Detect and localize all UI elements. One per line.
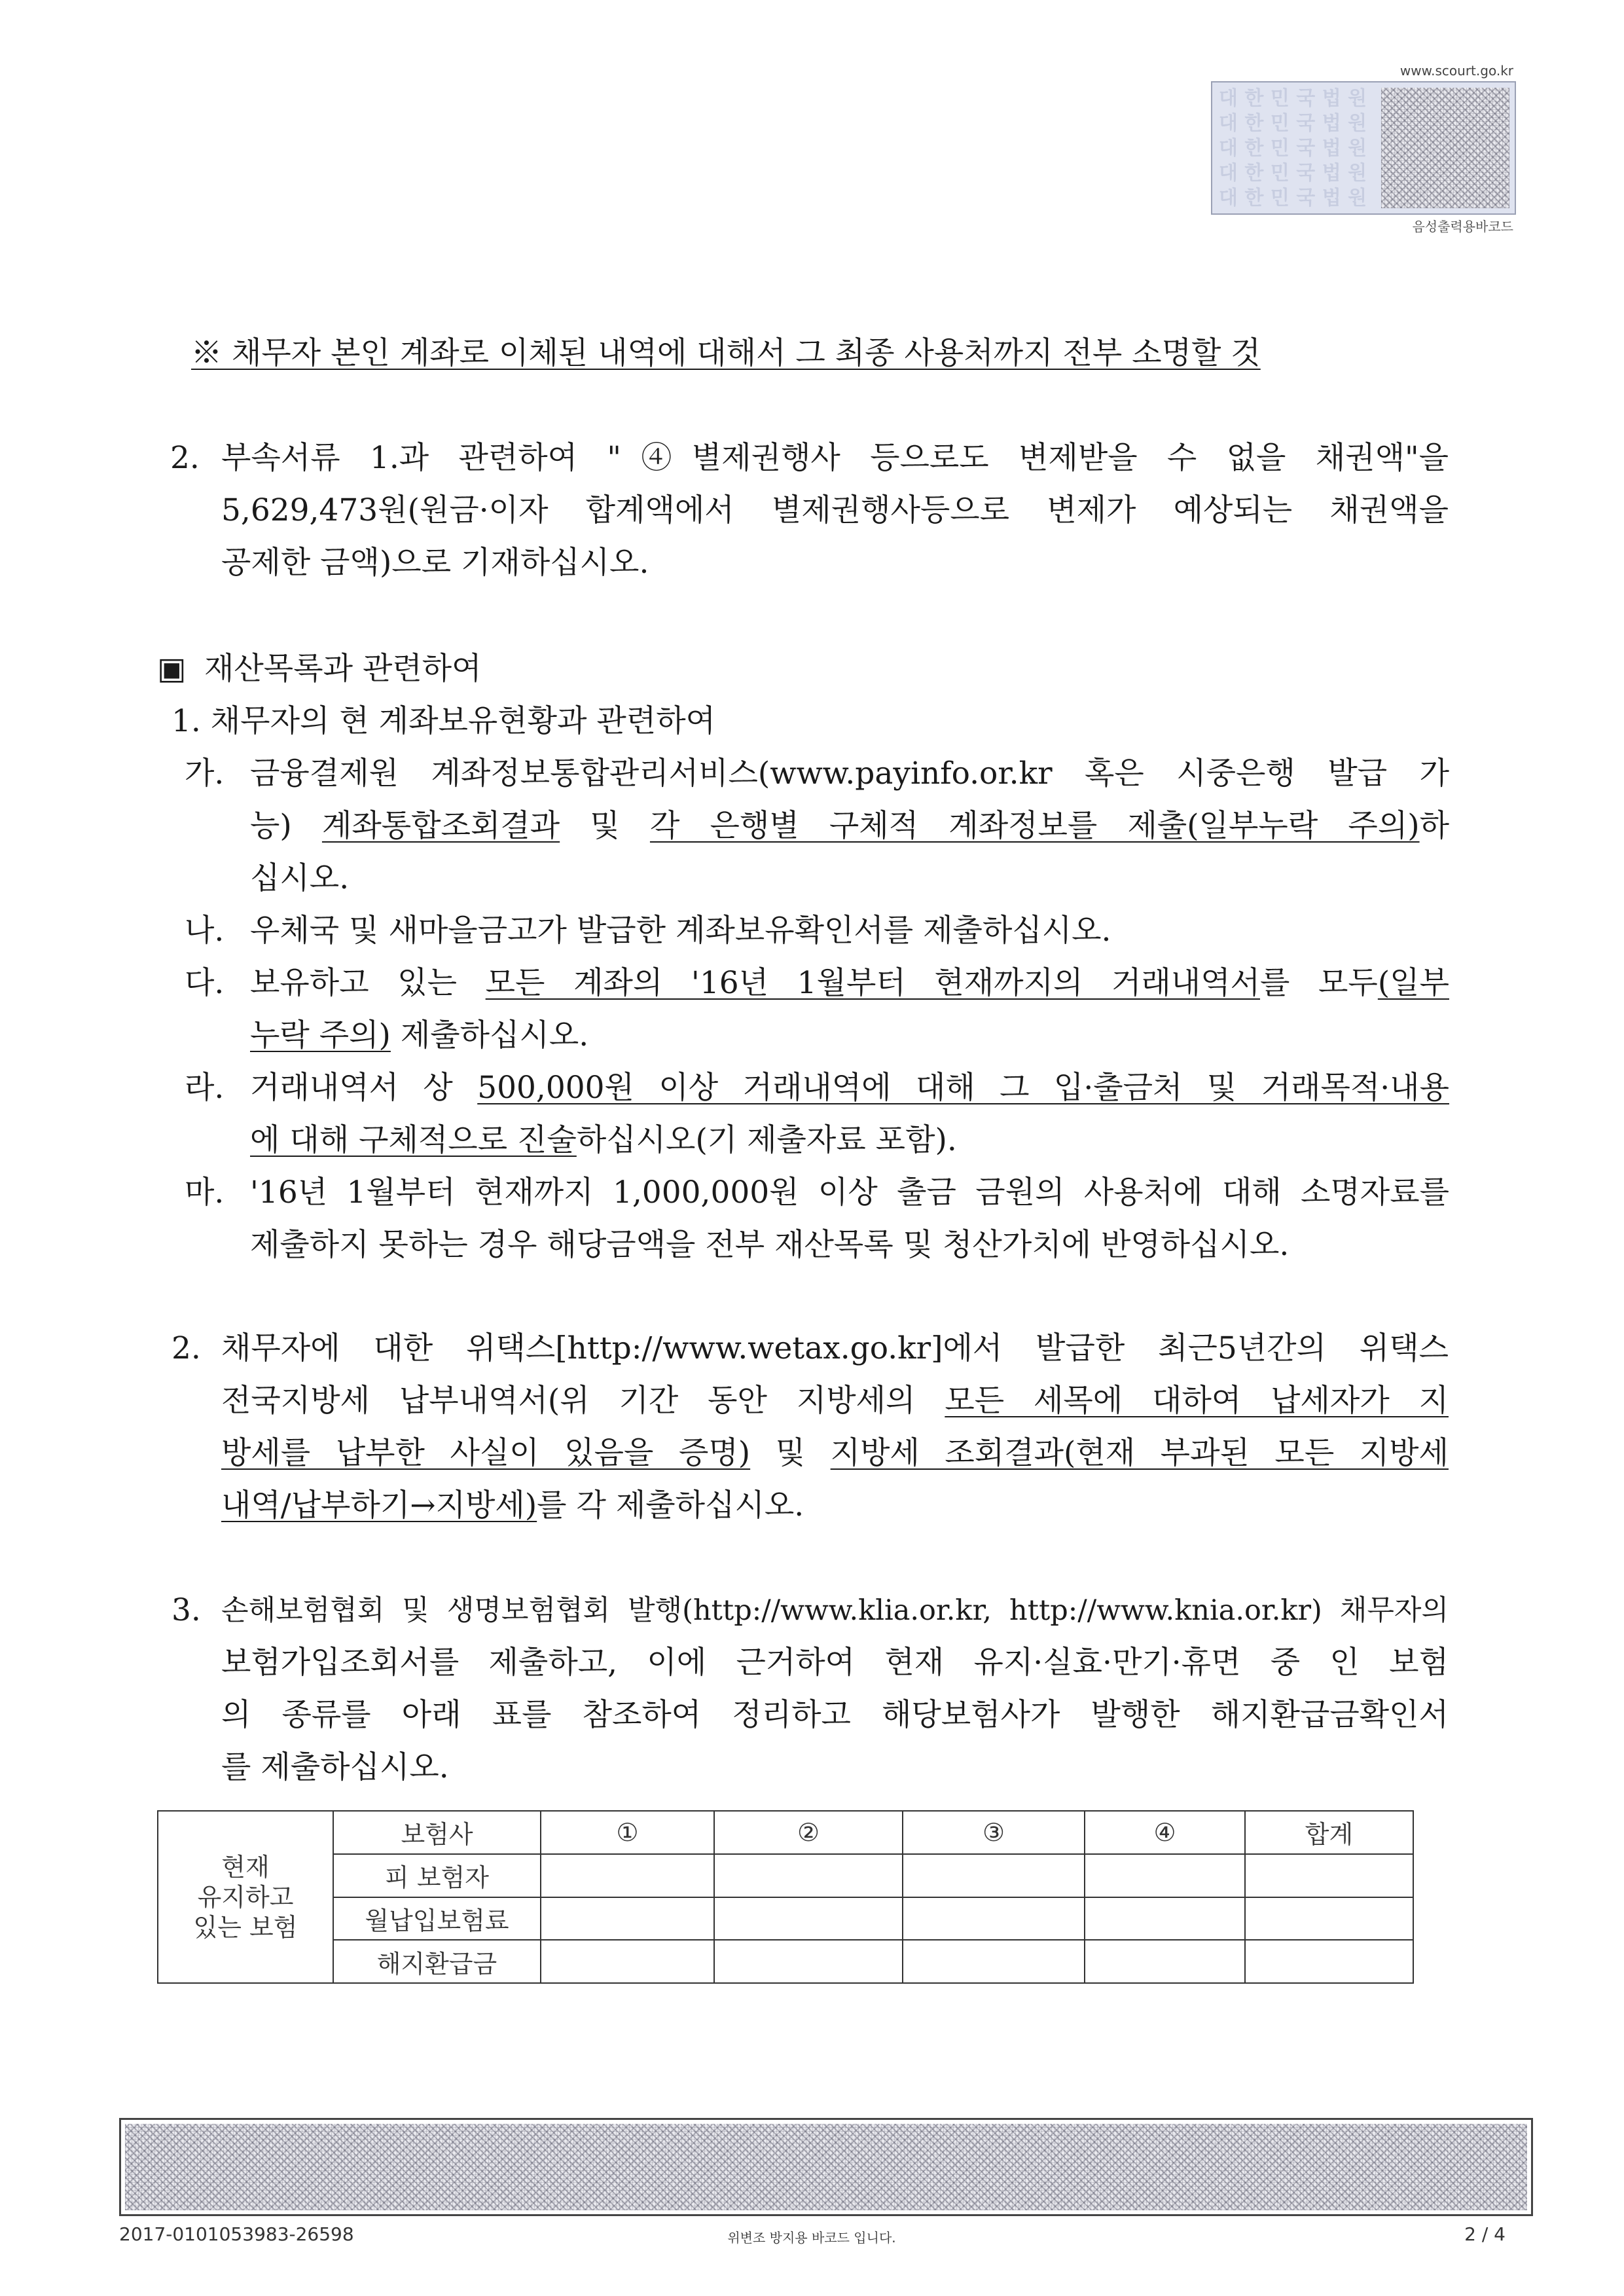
s2-line-3 bbox=[221, 1434, 1449, 1473]
table-cell[interactable] bbox=[1085, 1854, 1245, 1897]
da-l1-underline-1: 모든 계좌의 '16년 1월부터 현재까지의 거래내역서 bbox=[485, 965, 1261, 1001]
row-label-cell: 해지환급금 bbox=[333, 1940, 541, 1983]
header-cell: ① bbox=[541, 1811, 714, 1854]
s2-number: 2. bbox=[171, 1330, 201, 1366]
item-na-label: 나. bbox=[185, 913, 225, 949]
table-cell[interactable] bbox=[714, 1854, 903, 1897]
table-cell[interactable] bbox=[541, 1940, 714, 1983]
da-l1-a: 보유하고 있는 bbox=[250, 965, 458, 1001]
subsection-1-title: 1. 채무자의 현 계좌보유현황과 관련하여 bbox=[171, 703, 716, 739]
ghost-line: 대 한 민 국 법 원 bbox=[1219, 87, 1367, 110]
s2-line-1: 채무자에 대한 위택스[http://www.wetax.go.kr]에서 발급한 최근5년간의 위택스 bbox=[221, 1330, 1449, 1366]
group-label-line: 현재 bbox=[221, 1852, 270, 1882]
barcode-ghost-text bbox=[1219, 86, 1373, 211]
s2-l2-a: 전국지방세 납부내역서(위 기간 동안 지방세의 bbox=[221, 1383, 916, 1419]
s2-line-4 bbox=[221, 1486, 804, 1525]
table-row bbox=[158, 1897, 1413, 1941]
item-da-label: 다. bbox=[185, 965, 225, 1001]
notice bbox=[191, 334, 1261, 373]
s2-l3-underline-1: 방세를 납부한 사실이 있음을 증명) bbox=[221, 1435, 751, 1471]
ga-l2-underline-1: 계좌통합조회결과 bbox=[321, 808, 560, 844]
barcode-caption: 음성출력용바코드 bbox=[1412, 219, 1513, 234]
ghost-line: 대 한 민 국 법 원 bbox=[1219, 112, 1367, 135]
table-cell[interactable] bbox=[903, 1897, 1085, 1941]
group-label-cell bbox=[158, 1811, 333, 1983]
group-label-line: 유지하고 bbox=[197, 1882, 294, 1912]
item-ga-line-3: 십시오. bbox=[250, 860, 350, 896]
item-ma-line-1: '16년 1월부터 현재까지 1,000,000원 이상 출금 금원의 사용처에 대해 소명자료를 bbox=[250, 1175, 1449, 1211]
table-cell[interactable] bbox=[714, 1897, 903, 1941]
table-cell[interactable] bbox=[541, 1854, 714, 1897]
da-l2-b: 제출하십시오. bbox=[400, 1017, 589, 1053]
s3-number: 3. bbox=[171, 1592, 201, 1628]
table-cell[interactable] bbox=[714, 1940, 903, 1983]
table-cell[interactable] bbox=[903, 1854, 1085, 1897]
anti-forgery-barcode bbox=[119, 2118, 1533, 2216]
item2-line-1: 부속서류 1.과 관련하여 "④별제권행사 등으로도 변제받을 수 없을 채권액"을 bbox=[221, 440, 1449, 476]
item2-line-3: 공제한 금액)으로 기재하십시오. bbox=[221, 545, 649, 581]
table-row bbox=[158, 1940, 1413, 1983]
s3-line-2: 보험가입조회서를 제출하고, 이에 근거하여 현재 유지·실효·만기·휴면 중 인 보험 bbox=[221, 1645, 1449, 1681]
item-da-line-1 bbox=[250, 964, 1449, 1003]
item-ga-line-1: 금융결제원 계좌정보통합관리서비스(www.payinfo.or.kr 혹은 시중은행 발급 가 bbox=[250, 756, 1449, 792]
s2-l4-underline: 내역/납부하기→지방세) bbox=[221, 1487, 537, 1523]
audio-barcode bbox=[1211, 81, 1516, 215]
header-cell: ② bbox=[714, 1811, 903, 1854]
table-header-row bbox=[158, 1811, 1413, 1854]
item-ga-line-2 bbox=[250, 807, 1449, 846]
row-label-cell: 월납입보험료 bbox=[333, 1897, 541, 1941]
ga-l2-a: 능) bbox=[250, 808, 292, 844]
s2-l3-underline-2: 지방세 조회결과(현재 부과된 모든 지방세 bbox=[830, 1435, 1449, 1471]
header-cell: 합계 bbox=[1245, 1811, 1413, 1854]
s3-line-1: 손해보험협회 및 생명보험협회 발행(http://www.klia.or.kr, http://www.knia.or.kr) 채무자의 bbox=[221, 1594, 1449, 1627]
da-l2-underline: 누락 주의) bbox=[250, 1017, 391, 1053]
item-ra-line-2 bbox=[250, 1121, 957, 1160]
s2-l2-underline: 모든 세목에 대하여 납세자가 지 bbox=[945, 1383, 1449, 1419]
item2-line-2: 5,629,473원(원금·이자 합계액에서 별제권행사등으로 변제가 예상되는 채권액을 bbox=[221, 492, 1449, 528]
ga-l2-c: 하 bbox=[1419, 808, 1449, 844]
ghost-line: 대 한 민 국 법 원 bbox=[1219, 187, 1367, 210]
ghost-line: 대 한 민 국 법 원 bbox=[1219, 162, 1367, 185]
ra-l2-underline: 에 대해 구체적으로 진술 bbox=[250, 1122, 577, 1158]
ga-l2-b: 및 bbox=[590, 808, 620, 844]
document-id: 2017-0101053983-26598 bbox=[119, 2223, 354, 2245]
ghost-line: 대 한 민 국 법 원 bbox=[1219, 137, 1367, 160]
section-title: 재산목록과 관련하여 bbox=[204, 651, 482, 687]
barcode-notice: 위변조 방지용 바코드 입니다. bbox=[727, 2230, 896, 2246]
group-label-line: 있는 보험 bbox=[193, 1912, 298, 1942]
row-label-cell: 피 보험자 bbox=[333, 1854, 541, 1897]
item-da-line-2 bbox=[250, 1016, 588, 1055]
ra-l1-a: 거래내역서 상 bbox=[250, 1070, 453, 1106]
s3-line-3: 의 종류를 아래 표를 참조하여 정리하고 해당보험사가 발행한 해지환급금확인서 bbox=[221, 1697, 1449, 1733]
table-cell[interactable] bbox=[1085, 1897, 1245, 1941]
header-cell: 보험사 bbox=[333, 1811, 541, 1854]
table-cell[interactable] bbox=[1245, 1854, 1413, 1897]
barcode-pattern bbox=[1381, 88, 1509, 208]
item-ga-label: 가. bbox=[185, 756, 225, 792]
table-cell[interactable] bbox=[1245, 1940, 1413, 1983]
ra-l2-b: 하십시오(기 제출자료 포함). bbox=[576, 1122, 957, 1158]
item2-number: 2. bbox=[170, 440, 200, 476]
item-na-line-1: 우체국 및 새마을금고가 발급한 계좌보유확인서를 제출하십시오. bbox=[250, 913, 1111, 949]
site-url[interactable]: www.scourt.go.kr bbox=[1399, 63, 1513, 79]
item-ra-line-1 bbox=[250, 1068, 1449, 1108]
item-ma-line-2: 제출하지 못하는 경우 해당금액을 전부 재산목록 및 청산가치에 반영하십시오. bbox=[250, 1227, 1290, 1263]
item-ra-label: 라. bbox=[185, 1070, 225, 1106]
ga-l2-underline-2: 각 은행별 구체적 계좌정보를 제출(일부누락 주의) bbox=[649, 808, 1420, 844]
item-ma-label: 마. bbox=[185, 1175, 225, 1211]
anti-forgery-pattern bbox=[125, 2124, 1527, 2210]
da-l1-b: 를 모두 bbox=[1260, 965, 1378, 1001]
s2-l4-b: 를 각 제출하십시오. bbox=[537, 1487, 804, 1523]
s3-line-4: 를 제출하십시오. bbox=[221, 1749, 449, 1785]
section-bullet: ▣ bbox=[157, 651, 187, 687]
table-cell[interactable] bbox=[1245, 1897, 1413, 1941]
table-cell[interactable] bbox=[1085, 1940, 1245, 1983]
notice-text: ※ 채무자 본인 계좌로 이체된 내역에 대해서 그 최종 사용처까지 전부 소명할 것 bbox=[191, 335, 1261, 371]
table-cell[interactable] bbox=[903, 1940, 1085, 1983]
insurance-table bbox=[157, 1810, 1414, 1984]
table-cell[interactable] bbox=[541, 1897, 714, 1941]
s2-line-2 bbox=[221, 1381, 1449, 1421]
s2-l3-b: 및 bbox=[775, 1435, 806, 1471]
header-cell: ③ bbox=[903, 1811, 1085, 1854]
header-cell: ④ bbox=[1085, 1811, 1245, 1854]
da-l1-underline-2: (일부 bbox=[1377, 965, 1449, 1001]
page-number: 2 / 4 bbox=[1464, 2223, 1506, 2245]
ra-l1-underline: 500,000원 이상 거래내역에 대해 그 입·출금처 및 거래목적·내용 bbox=[477, 1070, 1449, 1106]
table-row bbox=[158, 1854, 1413, 1897]
